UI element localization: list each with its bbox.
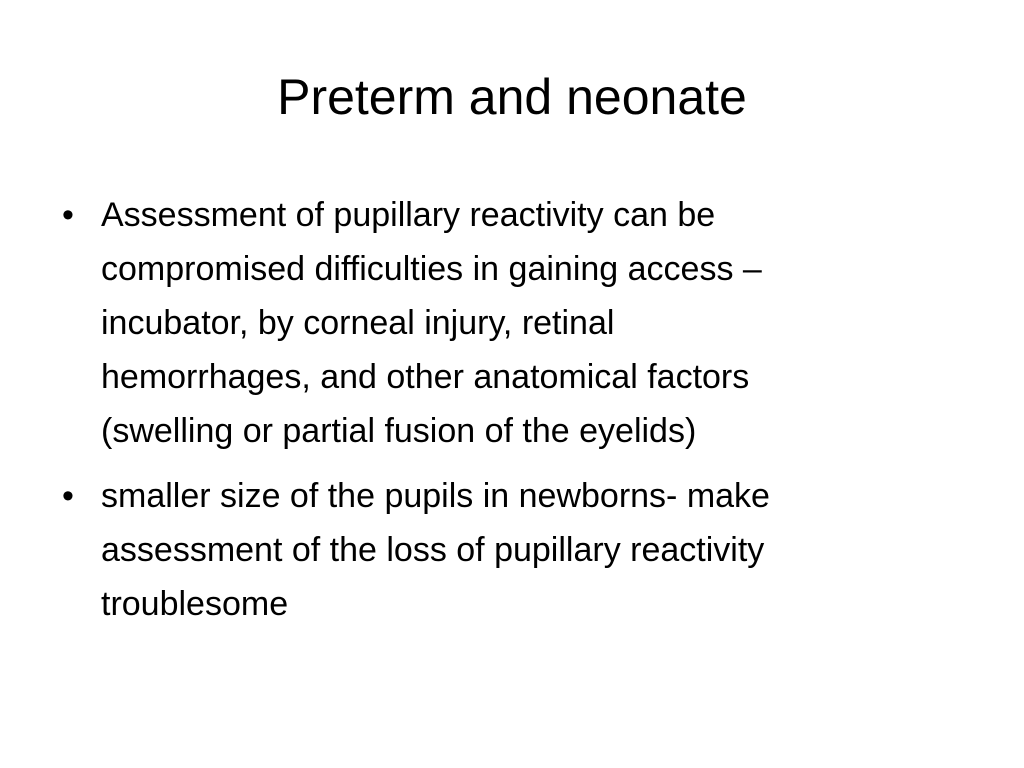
bullet-line: compromised difficulties in gaining access –: [101, 250, 762, 288]
bullet-line: smaller size of the pupils in newborns- make: [101, 477, 770, 515]
bullet-item: [60, 188, 960, 458]
bullet-line: (swelling or partial fusion of the eyelids): [101, 412, 697, 450]
bullet-line: troublesome: [101, 585, 289, 623]
bullet-icon: •: [62, 477, 74, 515]
bullet-line: Assessment of pupillary reactivity can be: [101, 196, 716, 234]
bullet-line: assessment of the loss of pupillary reactivity: [101, 531, 765, 569]
bullet-line: hemorrhages, and other anatomical factors: [101, 358, 750, 396]
bullet-list: [60, 188, 960, 642]
bullet-line: incubator, by corneal injury, retinal: [101, 304, 615, 342]
slide-title: Preterm and neonate: [277, 69, 747, 125]
bullet-item: [60, 469, 960, 631]
bullet-icon: •: [62, 196, 74, 234]
